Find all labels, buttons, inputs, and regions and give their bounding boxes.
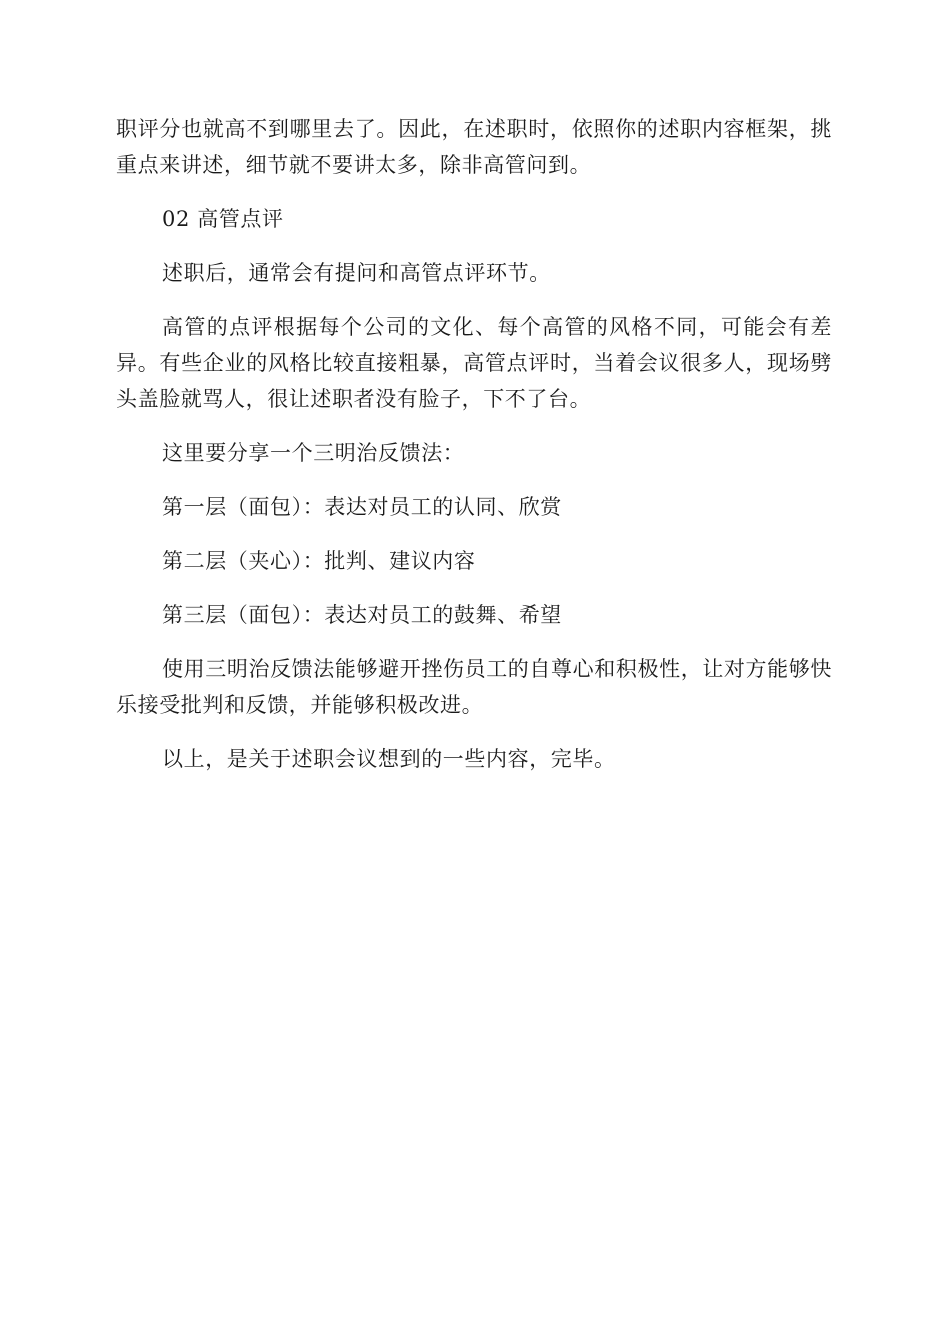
closing-paragraph: 以上，是关于述职会议想到的一些内容，完毕。 (162, 747, 616, 771)
list-item: 第二层（夹心）：批判、建议内容 (162, 549, 476, 573)
paragraph-continuation: 职评分也就高不到哪里去了。因此，在述职时，依照你的述职内容框架，挑重点来讲述，细节就不要讲太多，除非高管问到。 (116, 117, 832, 177)
section-heading: 02 高管点评 (162, 207, 284, 231)
paragraph: 这里要分享一个三明治反馈法： (162, 441, 465, 465)
document-body (116, 111, 832, 777)
paragraph: 述职后，通常会有提问和高管点评环节。 (162, 261, 551, 285)
paragraph: 使用三明治反馈法能够避开挫伤员工的自尊心和积极性，让对方能够快乐接受批判和反馈，并能够积极改进。 (116, 657, 832, 717)
list-item: 第三层（面包）：表达对员工的鼓舞、希望 (162, 603, 562, 627)
list-item: 第一层（面包）：表达对员工的认同、欣赏 (162, 495, 562, 519)
paragraph: 高管的点评根据每个公司的文化、每个高管的风格不同，可能会有差异。有些企业的风格比较直接粗暴，高管点评时，当着会议很多人，现场劈头盖脸就骂人，很让述职者没有脸子，下不了台。 (116, 315, 832, 411)
